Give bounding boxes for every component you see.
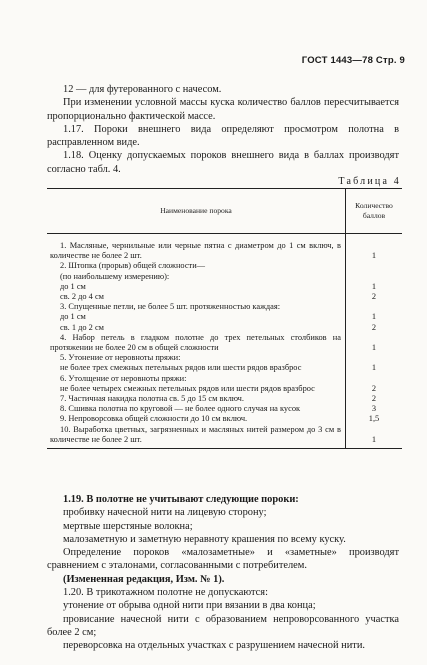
- intro-paragraph: 1.18. Оценку допускаемых пороков внешнего вида в баллах производят согласно табл. 4.: [47, 150, 399, 175]
- table-row: [47, 261, 402, 271]
- defect-score: [346, 261, 403, 271]
- table-caption: Таблица 4: [338, 176, 401, 187]
- defect-score: 1: [371, 343, 377, 353]
- defect-score: [346, 374, 403, 384]
- table-row: [47, 374, 402, 384]
- col-header-score: Количество баллов: [346, 189, 403, 234]
- table-row: [47, 363, 402, 373]
- defect-name: 7. Частичная накидка полотна св. 5 до 15 см включ.: [60, 394, 244, 404]
- table-row: [47, 302, 402, 312]
- table-row: [47, 241, 402, 261]
- defect-score: 3: [371, 404, 377, 414]
- intro-paragraph: При изменении условной массы куска количество баллов пересчитывается пропорционально фактической массе.: [47, 97, 399, 122]
- defect-score: 2: [371, 394, 377, 404]
- defect-score: 2: [371, 322, 377, 332]
- after-text: [47, 493, 399, 653]
- defect-name: не более четырех смежных петельных рядов или шести рядов вразброс: [60, 383, 315, 393]
- defect-name: 1. Масляные, чернильные или черные пятна с диаметром до 1 см включ, в количестве не более 2 шт.: [50, 241, 341, 261]
- defect-score: [346, 302, 403, 312]
- after-paragraph: пробивку начесной нити на лицевую сторону;: [63, 507, 267, 519]
- table-row: [47, 414, 402, 424]
- intro-paragraph: 1.17. Пороки внешнего вида определяют просмотром полотна в расправленном виде.: [47, 123, 399, 149]
- after-paragraph: переворсовка на отдельных участках с разрушением начесной нити.: [63, 640, 365, 652]
- after-paragraph: провисание начесной нити с образованием непроворсованного участка более 2 см;: [47, 613, 399, 638]
- defect-name: 5. Утонение от неровноты пряжи:: [60, 353, 181, 363]
- defect-score: 1: [371, 363, 377, 373]
- table-row: [47, 312, 402, 322]
- table-row: [47, 323, 402, 333]
- defect-name: 10. Выработка цветных, загрязненных и масляных нитей размером до 3 см в количестве не более 2 шт.: [50, 424, 341, 444]
- after-paragraph: 1.19. В полотне не учитывают следующие пороки:: [63, 494, 299, 505]
- table-row: [47, 425, 402, 449]
- defect-score: 1: [371, 281, 377, 291]
- defect-score: 1: [346, 425, 403, 449]
- defect-score: 1,5: [368, 414, 380, 424]
- table-row: [47, 353, 402, 363]
- intro-paragraph: 12 — для футерованного с начесом.: [63, 84, 222, 95]
- defect-name: 8. Сшивка полотна по круговой — не более одного случая на кусок: [60, 404, 301, 414]
- table-row: [47, 394, 402, 404]
- after-paragraph: утонение от обрыва одной нити при вязании в два конца;: [63, 600, 316, 612]
- defect-name: (по наибольшему измерению):: [60, 271, 170, 281]
- defect-name: 4. Набор петель в гладком полотне до трех петельных столбиков на протяжении не более 20 см в общей сложности: [50, 332, 341, 353]
- after-paragraph: малозаметную и заметную неравноту крашения по всему куску.: [63, 533, 346, 545]
- defect-name: до 1 см: [60, 281, 86, 291]
- defect-name: до 1 см: [60, 312, 86, 322]
- defect-name: не более трех смежных петельных рядов или шести рядов вразброс: [60, 363, 302, 373]
- table-spacer: [47, 234, 402, 242]
- table-row: [47, 292, 402, 302]
- table-row: [47, 333, 402, 353]
- defect-name: 3. Спущенные петли, не более 5 шт. протяженностью каждая:: [60, 302, 281, 312]
- after-paragraph: Определение пороков «малозаметные» и «заметные» производят сравнением с эталонами, согласованными с потребителем.: [47, 547, 399, 572]
- defect-name: св. 1 до 2 см: [60, 322, 104, 332]
- defect-score: [346, 272, 403, 282]
- defect-score: 2: [371, 292, 377, 302]
- defect-score: 2: [371, 383, 377, 393]
- table-row: [47, 282, 402, 292]
- table-row: [47, 384, 402, 394]
- after-paragraph: (Измененная редакция, Изм. № 1).: [63, 573, 225, 585]
- defect-name: 9. Непроворсовка общей сложности до 10 см включ.: [60, 414, 248, 424]
- defect-name: св. 2 до 4 см: [60, 292, 104, 302]
- intro-text: [47, 83, 399, 176]
- table-row: [47, 404, 402, 414]
- table-row: [47, 272, 402, 282]
- after-paragraph: 1.20. В трикотажном полотне не допускаются:: [63, 587, 268, 599]
- defect-name: 6. Утолщение от неровноты пряжи:: [60, 373, 187, 383]
- defect-score: [346, 353, 403, 363]
- defect-name: 2. Штопка (прорыв) общей сложности—: [60, 261, 206, 271]
- page-header: ГОСТ 1443—78 Стр. 9: [301, 55, 405, 66]
- defect-score: 1: [371, 312, 377, 322]
- defects-table: [47, 188, 402, 449]
- col-header-defect: Наименование порока: [47, 189, 346, 234]
- after-paragraph: мертвые шерстяные волокна;: [63, 520, 193, 532]
- table-header-row: [47, 189, 402, 234]
- defect-score: 1: [371, 251, 377, 261]
